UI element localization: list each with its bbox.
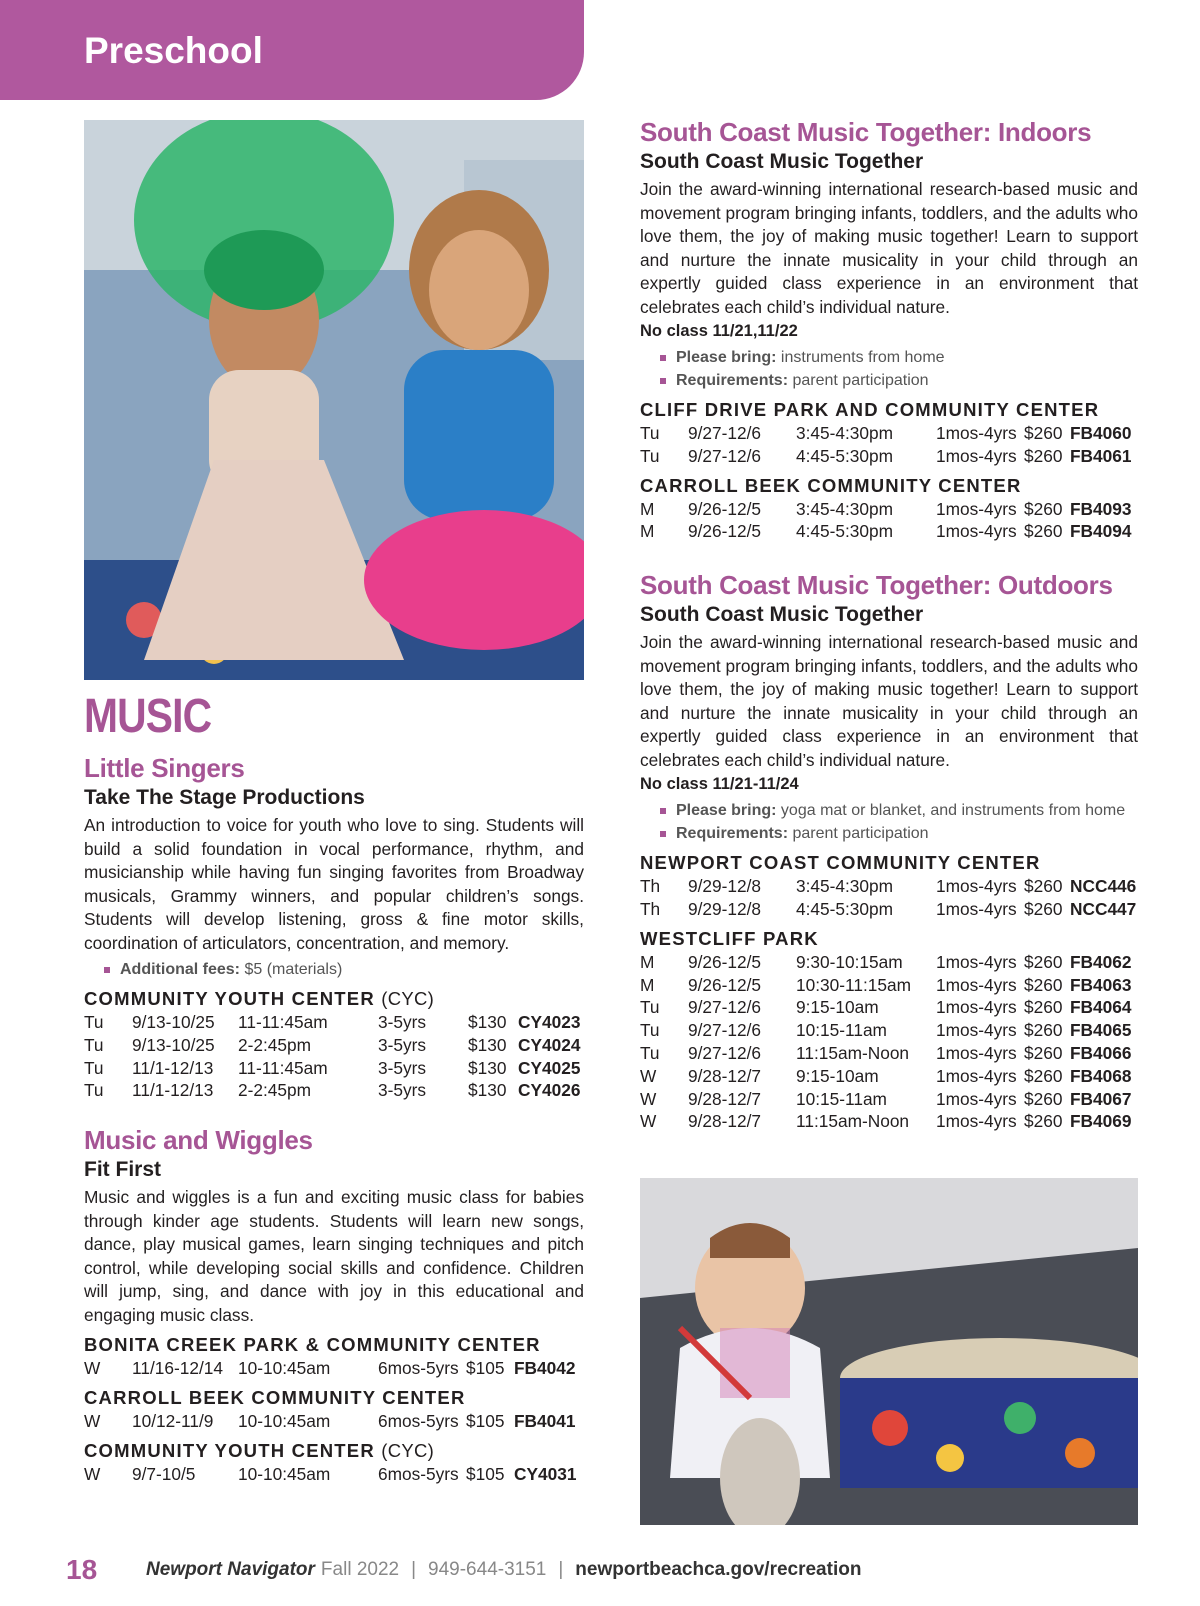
class-row[interactable]: M 9/26-12/5 3:45-4:30pm 1mos-4yrs $260 FB4093 (640, 498, 1132, 519)
section-banner (0, 0, 584, 100)
class-row[interactable]: Tu 9/27-12/6 3:45-4:30pm 1mos-4yrs $260 FB4060 (640, 423, 1132, 443)
program-provider: Fit First (84, 1158, 161, 1182)
footer-separator: | (558, 1559, 564, 1580)
class-row[interactable]: Tu 9/13-10/25 2-2:45pm 3-5yrs $130 CY4024 (84, 1034, 581, 1055)
photo-girls-illustration (84, 120, 584, 680)
page-number: 18 (66, 1554, 98, 1585)
program-description: Join the award-winning international research-based music and movement program bringing infants, toddlers, and the adults who love them, the joy of making music together! Learn to support and nurture the innate musicality in your child through an expertly guided class experience in an environment that celebrates each child’s individual nature. (640, 179, 1138, 317)
class-row[interactable]: W 9/7-10/5 10-10:45am 6mos-5yrs $105 CY4031 (84, 1463, 577, 1484)
location-heading: CLIFF DRIVE PARK AND COMMUNITY CENTER (640, 399, 1100, 420)
right-column (640, 116, 1138, 1133)
program-notes (660, 346, 1138, 392)
program-description: Music and wiggles is a fun and exciting music class for babies through kinder age students. Students will learn new songs, dance, play musical games, learn singing techniques and pitch control, while developing social skills and confidence. Children will jump, sing, and dance with joy in this educational and engaging music class. (84, 1187, 584, 1325)
program-music-together-outdoors (640, 569, 1138, 1133)
program-title: Music and Wiggles (84, 1125, 313, 1156)
page-footer (66, 1552, 1146, 1588)
class-row[interactable]: Tu 11/1-12/13 2-2:45pm 3-5yrs $130 CY4026 (84, 1080, 581, 1101)
section-heading-music: MUSIC (84, 690, 212, 743)
program-notes (660, 799, 1138, 845)
program-little-singers (84, 752, 584, 1102)
contact-phone: 949-644-3151 (428, 1559, 547, 1580)
program-title: Little Singers (84, 753, 245, 783)
photo-baby-illustration (640, 1178, 1138, 1525)
class-row[interactable]: Tu 9/13-10/25 11-11:45am 3-5yrs $130 CY4023 (84, 1012, 581, 1032)
program-title: South Coast Music Together: Indoors (640, 117, 1092, 147)
note-item: Requirements: parent participation (660, 822, 1138, 845)
class-row[interactable]: Tu 9/27-12/6 10:15-11am 1mos-4yrs $260 FB4065 (640, 1020, 1132, 1041)
publication-title: Newport Navigator (146, 1559, 315, 1580)
location-heading: COMMUNITY YOUTH CENTER (CYC) (84, 1439, 435, 1461)
class-row[interactable]: Th 9/29-12/8 4:45-5:30pm 1mos-4yrs $260 NCC447 (640, 898, 1137, 919)
location-heading: CARROLL BEEK COMMUNITY CENTER (84, 1386, 466, 1408)
program-notes (104, 958, 584, 981)
photo-girls-dancing (84, 120, 584, 680)
footer-separator: | (411, 1559, 417, 1580)
location-heading: BONITA CREEK PARK & COMMUNITY CENTER (84, 1334, 541, 1356)
banner-title: Preschool (84, 30, 263, 71)
left-column (84, 690, 584, 1486)
class-row[interactable]: Tu 9/27-12/6 4:45-5:30pm 1mos-4yrs $260 FB4061 (640, 445, 1132, 466)
class-row[interactable]: W 9/28-12/7 11:15am-Noon 1mos-4yrs $260 FB4069 (640, 1111, 1132, 1132)
website-link[interactable]: newportbeachca.gov/recreation (575, 1559, 862, 1580)
note-item: Please bring: yoga mat or blanket, and instruments from home (660, 799, 1138, 822)
class-row[interactable]: M 9/26-12/5 10:30-11:15am 1mos-4yrs $260 FB4063 (640, 974, 1132, 995)
note-item: Additional fees: $5 (materials) (104, 958, 584, 981)
program-provider: South Coast Music Together (640, 150, 924, 173)
class-row[interactable]: Tu 9/27-12/6 9:15-10am 1mos-4yrs $260 FB4064 (640, 997, 1132, 1018)
program-provider: South Coast Music Together (640, 603, 924, 627)
no-class-notice: No class 11/21-11/24 (640, 775, 799, 794)
class-row[interactable]: W 11/16-12/14 10-10:45am 6mos-5yrs $105 FB4042 (84, 1358, 576, 1379)
program-description: An introduction to voice for youth who love to sing. Students will build a solid foundation in vocal performance, rhythm, and musicianship while having fun singing favorites from Broadway musicals, Grammy winners, and popular children’s songs. Students will develop listening, gross & fine motor skills, coordination of articulators, concentration, and memory. (84, 815, 584, 953)
program-description: Join the award-winning international research-based music and movement program bringing infants, toddlers, and the adults who love them, the joy of making music together! Learn to support and nurture the innate musicality in your child through an expertly guided class experience in an environment that celebrates each child’s individual nature. (640, 632, 1138, 770)
class-row[interactable]: M 9/26-12/5 9:30-10:15am 1mos-4yrs $260 FB4062 (640, 951, 1132, 972)
class-row[interactable]: Th 9/29-12/8 3:45-4:30pm 1mos-4yrs $260 NCC446 (640, 876, 1137, 897)
publication-season: Fall 2022 (320, 1559, 400, 1580)
program-provider: Take The Stage Productions (84, 786, 365, 809)
note-item: Please bring: instruments from home (660, 346, 1138, 369)
program-music-and-wiggles (84, 1124, 584, 1485)
program-title: South Coast Music Together: Outdoors (640, 570, 1113, 601)
photo-baby-drum (640, 1178, 1138, 1525)
location-heading: COMMUNITY YOUTH CENTER (CYC) (84, 988, 435, 1009)
class-row[interactable]: Tu 11/1-12/13 11-11:45am 3-5yrs $130 CY4025 (84, 1057, 581, 1078)
class-row[interactable]: W 9/28-12/7 10:15-11am 1mos-4yrs $260 FB4067 (640, 1088, 1132, 1109)
location-heading: NEWPORT COAST COMMUNITY CENTER (640, 852, 1041, 874)
location-heading: CARROLL BEEK COMMUNITY CENTER (640, 474, 1022, 496)
no-class-notice: No class 11/21,11/22 (640, 322, 798, 340)
program-music-together-indoors (640, 116, 1138, 543)
class-row[interactable]: Tu 9/27-12/6 11:15am-Noon 1mos-4yrs $260 FB4066 (640, 1042, 1132, 1063)
location-heading: WESTCLIFF PARK (640, 927, 819, 949)
note-item: Requirements: parent participation (660, 369, 1138, 392)
class-row[interactable]: W 9/28-12/7 9:15-10am 1mos-4yrs $260 FB4068 (640, 1065, 1132, 1086)
class-row[interactable]: M 9/26-12/5 4:45-5:30pm 1mos-4yrs $260 FB4094 (640, 521, 1132, 542)
class-row[interactable]: W 10/12-11/9 10-10:45am 6mos-5yrs $105 FB4041 (84, 1410, 576, 1431)
